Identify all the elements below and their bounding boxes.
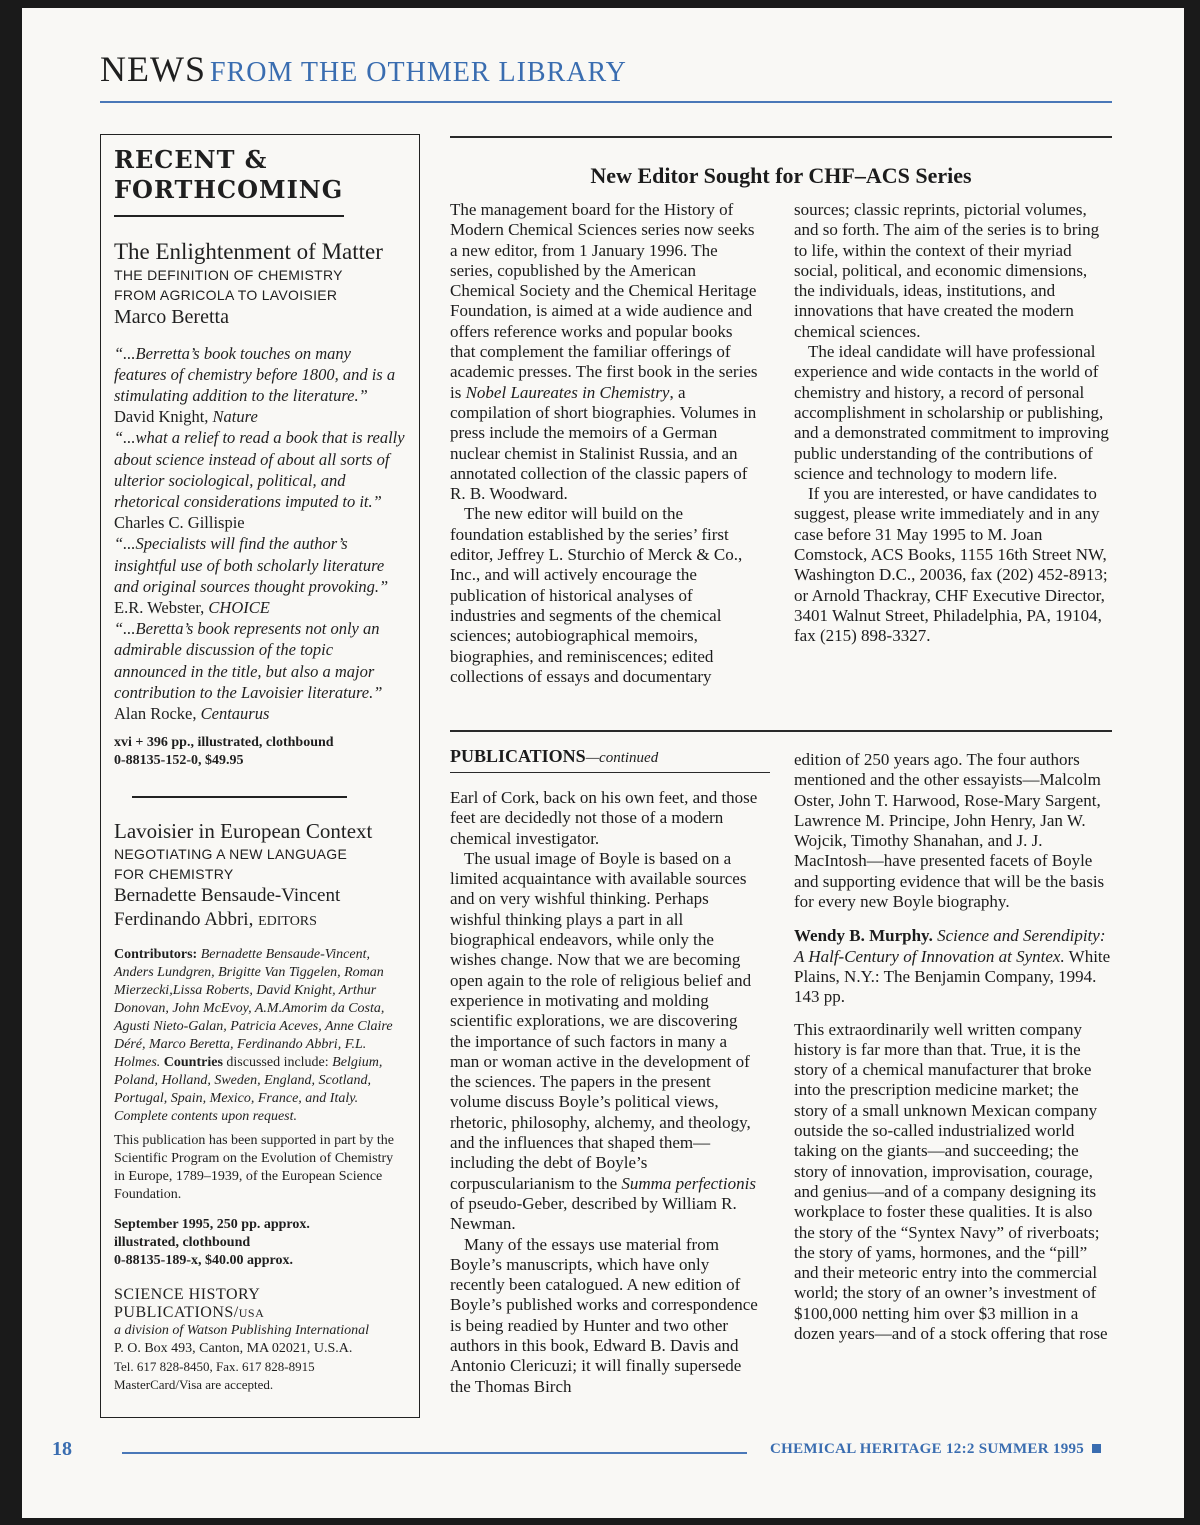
publications-paragraph: The usual image of Boyle is based on a limited acquaintance with available sources and on very wishful thinking. Perhaps wishful thinking plays a part in all biographical endeavors, while only the wishes change. Now that we are becoming open again to the role of religious belief and experience in motivating and molding scientific explorations, we are discovering the importance of such factors in many a man or woman active in the development of the sciences. The papers in the present volume discuss Boyle’s political views, rhetoric, philosophy, alchemy, and theology, and the influences that shaped them—including the debt of Boyle’s corpuscularianism to the Summa perfectionis of pseudo-Geber, described by William R. Newman.	[450, 848, 756, 1234]
publisher-address: P. O. Box 493, Canton, MA 02021, U.S.A.	[114, 1340, 353, 1356]
article-top-rule	[450, 136, 1112, 138]
book2-author-1: Bernadette Bensaude-Vincent	[114, 884, 341, 906]
book2-support-note: This publication has been supported in part by the Scientific Program on the Evolution of Chemistry in Europe, 1789–1939, of the European Science Foundation.	[114, 1132, 394, 1202]
article-column-2	[794, 200, 1112, 647]
header-othmer-library: FROM THE OTHMER LIBRARY	[210, 57, 627, 88]
book2-title: Lavoisier in European Context	[114, 818, 373, 843]
publisher-cards: MasterCard/Visa are accepted.	[114, 1376, 274, 1392]
book1-subtitle-2: FROM AGRICOLA TO LAVOISIER	[114, 286, 338, 303]
article-paragraph: The new editor will build on the foundation established by the series’ first editor, Jeffrey L. Sturchio of Merck & Co., Inc., and will actively encourage the publication of historical analyses of industries and segments of the chemical sciences; autobiographical memoirs, biographies, and reminiscences; edited collections of essays and documentary	[450, 504, 743, 686]
article-paragraph: sources; classic reprints, pictorial volumes, and so forth. The aim of the series is to bring to life, within the context of their myriad social, political, and economic dimensions, the individuals, ideas, institutions, and innovations that have created the modern chemical sciences.	[794, 200, 1100, 341]
publications-rule	[450, 772, 770, 773]
footer-journal: CHEMICAL HERITAGE 12:2 SUMMER 1995	[770, 1441, 1101, 1458]
book2-details-3: 0-88135-189-x, $40.00 approx.	[114, 1252, 294, 1268]
publications-column-1	[450, 788, 760, 1397]
sidebar-divider	[132, 796, 347, 798]
article-column-1	[450, 200, 760, 687]
footer-rule	[122, 1452, 747, 1454]
article-paragraph: The management board for the History of Modern Chemical Sciences series now seeks a new editor, from 1 January 1996. The series, copublished by the American Chemical Society and the Chemical Heritage Foundation, is aimed at a wide audience and offers reference works and popular books that complement the familiar offerings of academic presses. The first book in the series is Nobel Laureates in Chemistry, a compilation of short biographies. Volumes in press include the memoirs of a German nuclear chemist in Stalinist Russia, and an annotated collection of the classic papers of R. B. Woodward.	[450, 200, 758, 504]
book1-title: The Enlightenment of Matter	[114, 238, 383, 264]
book2-contributors: Contributors: Bernadette Bensaude-Vincent, Anders Lundgren, Brigitte Van Tiggelen, Roman Mierzecki,Lissa Roberts, David Knight, Arthur Donovan, John McEvoy, A.M.Amorim da Costa, Agusti Nieto-Galan, Patricia Aceves, Anne Claire Déré, Marco Beretta, Ferdinando Abbri, F.L. Holmes. Countries discussed include: Belgium, Poland, Holland, Sweden, England, Scotland, Portugal, Spain, Mexico, France, and Italy. Complete contents upon request.	[114, 946, 393, 1124]
publisher-phone: Tel. 617 828-8450, Fax. 617 828-8915	[114, 1358, 315, 1374]
publications-paragraph: edition of 250 years ago. The four authors mentioned and the other essayists—Malcolm Oster, John T. Harwood, Rose-Mary Sargent, Lawrence M. Principe, John Henry, Jan W. Wojcik, Timothy Shanahan, and J. J. MacIntosh—have presented facets of Boyle and supporting evidence that will be the basis for every new Boyle biography.	[794, 750, 1105, 912]
footer-square-icon	[1092, 1444, 1101, 1453]
header-rule	[100, 101, 1112, 103]
book2-details-1: September 1995, 250 pp. approx.	[114, 1216, 310, 1232]
publisher-division: a division of Watson Publishing International	[114, 1322, 369, 1338]
header-news: NEWS	[100, 49, 206, 89]
sidebar-heading-line2: FORTHCOMING	[114, 175, 344, 204]
publications-paragraph: Earl of Cork, back on his own feet, and those feet are decidedly not those of a modern chemical investigator.	[450, 788, 758, 848]
book2-details-2: illustrated, clothbound	[114, 1234, 251, 1250]
book2-subtitle-2: FOR CHEMISTRY	[114, 865, 234, 882]
sidebar-heading-line1: RECENT &	[114, 145, 268, 174]
article-bottom-rule	[450, 730, 1112, 732]
book2-author-2: Ferdinando Abbri, EDITORS	[114, 908, 317, 930]
book1-quote-3: “...Specialists will find the author’s insightful use of both scholarly literature and original sources thought provoking.” E.R. Webster, CHOICE	[114, 534, 389, 617]
book2-subtitle-1: NEGOTIATING A NEW LANGUAGE	[114, 845, 348, 862]
article-title: New Editor Sought for CHF–ACS Series	[590, 163, 972, 188]
page-number: 18	[52, 1438, 72, 1460]
publications-paragraph: Many of the essays use material from Boyle’s manuscripts, which have only recently been catalogued. A new edition of Boyle’s published works and correspondence is being readied by Hunter and two other authors in this book, Edward B. Davis and Antonio Clericuzi; it will finally supersede the Thomas Birch	[450, 1234, 758, 1396]
sidebar-rule	[114, 215, 344, 217]
magazine-page	[22, 8, 1184, 1518]
article-paragraph: If you are interested, or have candidates to suggest, please write immediately and in any case before 31 May 1995 to M. Joan Comstock, ACS Books, 1155 16th Street NW, Washington D.C., 20036, fax (202) 452-8913; or Arnold Thackray, CHF Executive Director, 3401 Walnut Street, Philadelphia, PA, 19104, fax (215) 898-3327.	[794, 484, 1108, 646]
article-paragraph: The ideal candidate will have professional experience and wide contacts in the world of chemistry and history, a record of personal accomplishment in scholarship or publishing, and a demonstrated commitment to improving public understanding of the contributions of science and technology to modern life.	[794, 342, 1109, 483]
publications-paragraph: This extraordinarily well written company history is far more than that. True, it is the story of a chemical manufacturer that broke into the prescription medicine market; the story of a small unknown Mexican company outside the so-called industrialized world taking on the giants—and succeeding; the story of innovation, improvisation, courage, and genius—and of a company designing its workplace to foster these qualities. It is also the story of the “Syntex Navy” of riverboats; the story of yams, hormones, and the “pill” and their meteoric entry into the commercial world; the story of an owner’s investment of $100,000 netting him over $3 million in a dozen years—and of a stock offering that rose	[794, 1019, 1108, 1344]
review-citation: Wendy B. Murphy. Science and Serendipity: A Half-Century of Innovation at Syntex. White Plains, N.Y.: The Benjamin Company, 1994. 143 pp.	[794, 926, 1111, 1007]
book1-quote-2: “...what a relief to read a book that is really about science instead of about all sorts of ulterior sociological, political, and rhetorical considerations imputed to it.” Charles C. Gillispie	[114, 428, 405, 533]
book1-quote-1: “...Berretta’s book touches on many features of chemistry before 1800, and is a stimulating addition to the literature.” David Knight, Nature	[114, 343, 396, 427]
book1-author: Marco Beretta	[114, 305, 229, 328]
publications-column-2	[794, 750, 1112, 1344]
book1-subtitle-1: THE DEFINITION OF CHEMISTRY	[114, 266, 343, 283]
book1-details-1: xvi + 396 pp., illustrated, clothbound	[114, 735, 334, 751]
section-header	[100, 48, 627, 90]
recent-forthcoming-box	[100, 134, 420, 1418]
book1-quote-4: “...Beretta’s book represents not only an admirable discussion of the topic announced in the title, but also a major contribution to the Lavoisier literature.” Alan Rocke, Centaurus	[114, 619, 383, 723]
book1-details-2: 0-88135-152-0, $49.95	[114, 753, 244, 769]
publisher-name: SCIENCE HISTORY PUBLICATIONS/USA	[114, 1285, 265, 1321]
publications-heading: PUBLICATIONS—continued	[450, 746, 659, 766]
